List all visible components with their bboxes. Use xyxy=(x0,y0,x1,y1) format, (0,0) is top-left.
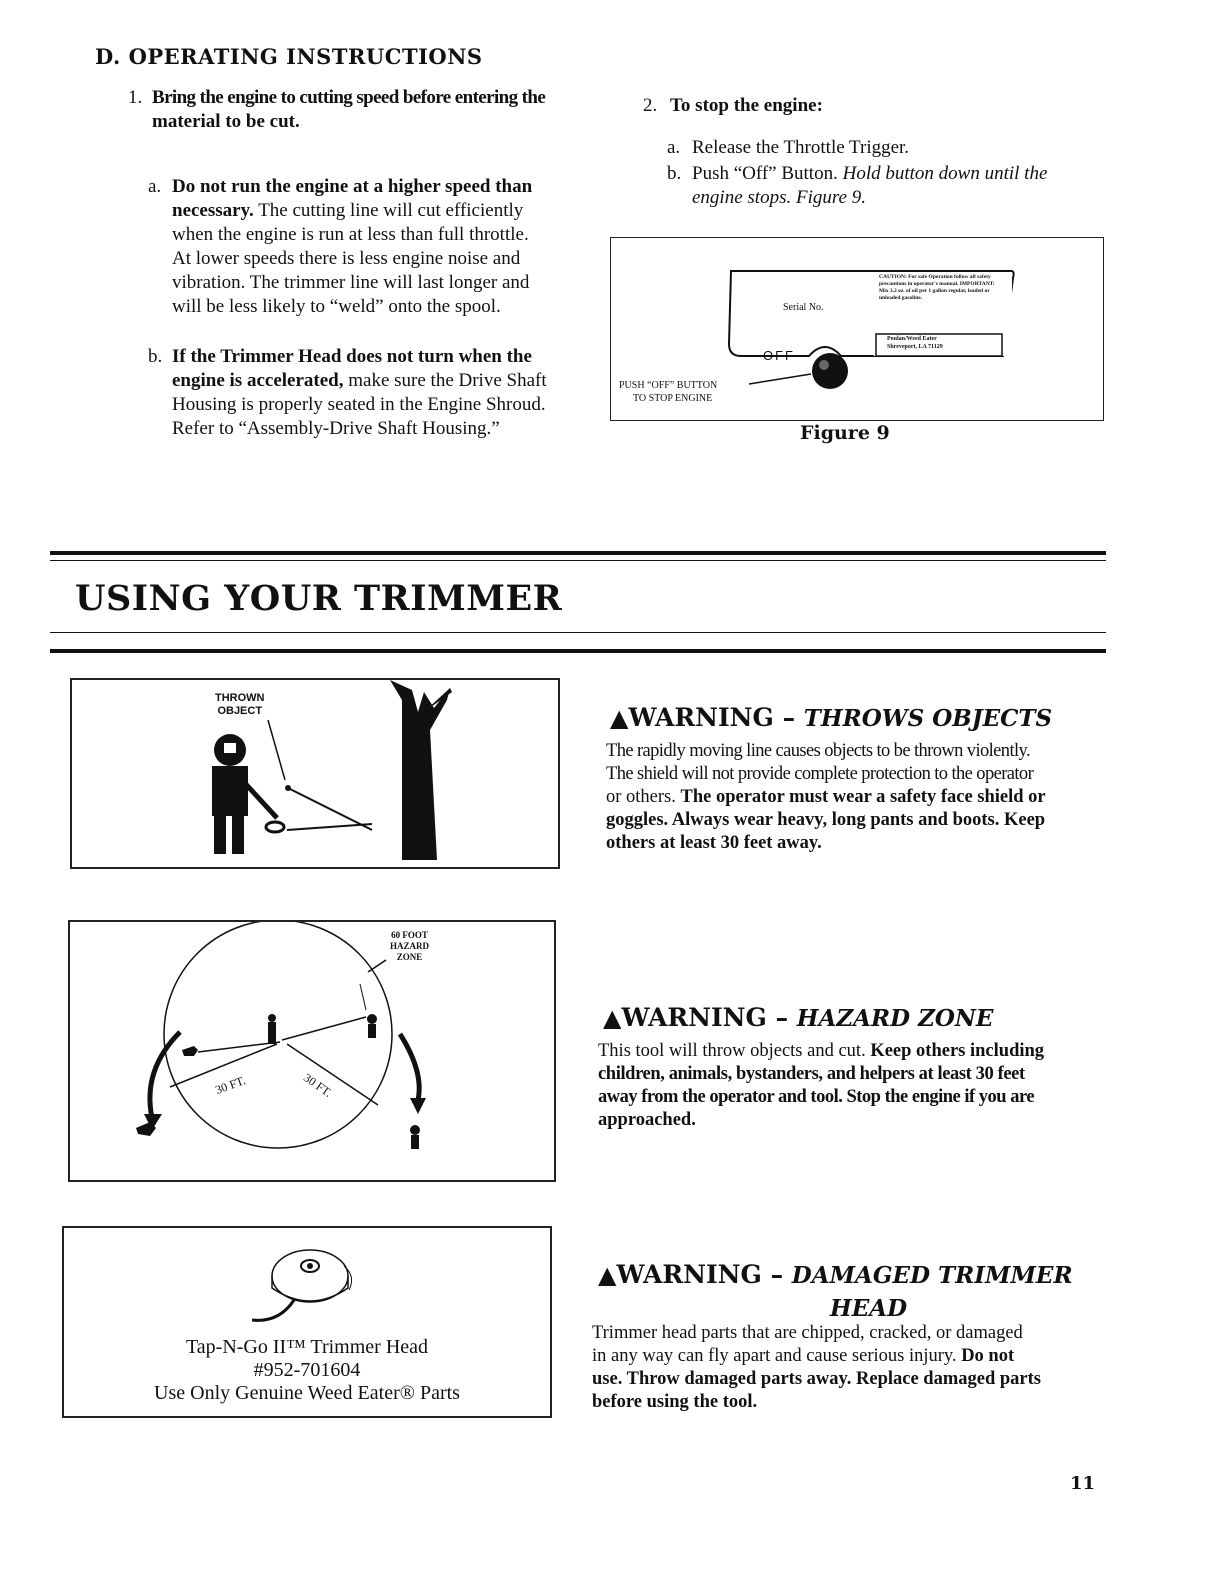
step1a-line3: when the engine is run at less than full throttle. xyxy=(172,224,529,245)
warning-triangle-icon: ▲ xyxy=(598,1260,617,1289)
thrown-object-illustration xyxy=(72,680,558,867)
section-title: D. OPERATING INSTRUCTIONS xyxy=(95,44,483,69)
figure9-caption: Figure 9 xyxy=(800,422,890,444)
off-button-icon xyxy=(812,353,848,389)
step1a-label: a. xyxy=(148,176,162,197)
step1a-line4: At lower speeds there is less engine noise and xyxy=(172,248,521,269)
distance-right-label: 30 FT. xyxy=(301,1070,335,1100)
step2b-plain: Push “Off” Button. xyxy=(692,163,838,184)
step2b-label: b. xyxy=(667,163,682,184)
warn2-line1 xyxy=(598,1040,1098,1063)
step1-number: 1. xyxy=(128,87,143,108)
step1-heading-line2: material to be cut. xyxy=(152,111,300,132)
warn2-line3: away from the operator and tool. Stop the engine if you are xyxy=(598,1087,1035,1107)
thrown-object-panel xyxy=(70,678,560,869)
warn1-dash: – xyxy=(773,703,804,732)
warn1-line3a: or others. xyxy=(606,787,681,807)
main-title: USING YOUR TRIMMER xyxy=(75,578,563,619)
serial-label: Serial No. xyxy=(783,302,824,313)
maker-line2: Shreveport, LA 71129 xyxy=(887,344,943,350)
warn1-line3 xyxy=(606,786,1106,809)
warning-triangle-icon: ▲ xyxy=(610,703,629,732)
person-icon xyxy=(367,1014,377,1024)
caution-label-text: CAUTION: For safe Operation follow all safety precautions in operator's manual. IMPORTANT: Mix 3.2 oz. of oil per 1 gallon regular, leaded or unleaded gasoline. xyxy=(879,274,995,301)
step1a-line2 xyxy=(172,199,592,223)
warn3-line2 xyxy=(592,1345,1092,1368)
push-off-label xyxy=(619,379,717,405)
push-off-line1: PUSH “OFF” BUTTON xyxy=(619,380,718,391)
hazard-circle xyxy=(164,922,392,1148)
title-rule-top xyxy=(50,551,1106,555)
figure9-box xyxy=(610,237,1104,421)
step2b-line1 xyxy=(692,162,1112,186)
step2-heading: To stop the engine: xyxy=(670,95,823,116)
warning-throws-objects-heading xyxy=(610,703,1052,732)
step1a-line6: will be less likely to “weld” onto the spool. xyxy=(172,296,501,317)
hazard-zone-illustration xyxy=(70,922,554,1180)
step1b-text xyxy=(172,345,592,441)
thrown-label-1: THROWN xyxy=(215,692,265,704)
warn3-line2b: Do not xyxy=(961,1346,1015,1366)
warn1-line5: others at least 30 feet away. xyxy=(606,833,822,853)
maker-line1: Poulan/Weed Eater xyxy=(887,336,937,342)
trimmer-head-panel xyxy=(62,1226,552,1418)
warn3-sub2: HEAD xyxy=(830,1295,908,1322)
step1a-bold2: necessary. xyxy=(172,200,254,221)
step1b-line4: Refer to “Assembly-Drive Shaft Housing.” xyxy=(172,418,500,439)
zone-label-2: HAZARD xyxy=(390,941,430,951)
warn2-sub: HAZARD ZONE xyxy=(796,1005,994,1032)
thrown-object-label xyxy=(215,692,265,718)
pointer-line xyxy=(749,374,811,384)
title-rule-top-thin xyxy=(50,560,1106,561)
step1-heading-line1: Bring the engine to cutting speed before entering the xyxy=(152,87,546,108)
warn3-word: WARNING xyxy=(616,1260,762,1289)
step2b-text xyxy=(692,162,1112,210)
warn3-line4: before using the tool. xyxy=(592,1392,758,1412)
warn2-line2: children, animals, bystanders, and helpers at least 30 feet xyxy=(598,1064,1025,1084)
right-arrow xyxy=(400,1034,419,1100)
tree-icon xyxy=(390,680,450,860)
step1b-bold2: engine is accelerated, xyxy=(172,370,344,391)
step1b-label: b. xyxy=(148,346,163,367)
step1b-line1: If the Trimmer Head does not turn when the xyxy=(172,346,532,367)
person-outside-icon xyxy=(410,1125,420,1135)
warning-damaged-head-text xyxy=(592,1322,1092,1414)
warn1-line4: goggles. Always wear heavy, long pants and boots. Keep xyxy=(606,810,1046,830)
step1b-text2: make sure the Drive Shaft xyxy=(343,370,547,391)
warn3-sub1: DAMAGED TRIMMER xyxy=(791,1262,1073,1289)
step2a-label: a. xyxy=(667,137,681,158)
trimmer-head-icon xyxy=(266,822,284,832)
warn2-line1b: Keep others including xyxy=(870,1041,1045,1061)
step1a-text xyxy=(172,175,592,319)
hazard-zone-panel xyxy=(68,920,556,1182)
dog-icon xyxy=(182,1046,198,1056)
step1a-text2: The cutting line will cut efficiently xyxy=(253,200,524,221)
step1a-line1: Do not run the engine at a higher speed than xyxy=(172,176,533,197)
warning-damaged-head-heading xyxy=(598,1260,1073,1289)
trimmer-line xyxy=(252,1300,294,1320)
warning-throws-objects-text xyxy=(606,740,1106,855)
step1b-line2 xyxy=(172,369,592,393)
warn3-line3: use. Throw damaged parts away. Replace damaged parts xyxy=(592,1369,1041,1389)
maker-label xyxy=(887,335,943,351)
warn3-line1: Trimmer head parts that are chipped, cracked, or damaged xyxy=(592,1323,1023,1343)
warn1-line2: The shield will not provide complete protection to the operator xyxy=(606,764,1034,784)
step1b-line3: Housing is properly seated in the Engine Shroud. xyxy=(172,394,546,415)
zone-label-3: ZONE xyxy=(396,952,423,962)
step1a-line5: vibration. The trimmer line will last longer and xyxy=(172,272,530,293)
warn1-word: WARNING xyxy=(628,703,774,732)
warn2-line1a: This tool will throw objects and cut. xyxy=(598,1041,871,1061)
page-number: 11 xyxy=(1070,1473,1096,1494)
off-button-highlight xyxy=(819,360,829,370)
off-label: OFF xyxy=(763,348,795,363)
trimmer-head-line3: Use Only Genuine Weed Eater® Parts xyxy=(154,1382,460,1404)
hazard-zone-label xyxy=(390,930,429,963)
step1-heading xyxy=(152,86,592,134)
trimmer-head-illustration xyxy=(64,1228,550,1338)
warn2-dash: – xyxy=(766,1003,797,1032)
label-pointer xyxy=(268,720,285,780)
trimmer-head-line2: #952-701604 xyxy=(253,1359,361,1381)
operator-icon xyxy=(268,1014,276,1022)
zone-label-1: 60 FOOT xyxy=(391,930,428,940)
step2b-line2: engine stops. Figure 9. xyxy=(692,187,866,208)
warn1-line1: The rapidly moving line causes objects to be thrown violently. xyxy=(606,741,1030,761)
warn2-word: WARNING xyxy=(621,1003,767,1032)
title-rule-bottom-thin xyxy=(50,632,1106,633)
thrown-label-2: OBJECT xyxy=(217,705,263,717)
distance-left-label: 30 FT. xyxy=(213,1073,248,1097)
push-off-line2: TO STOP ENGINE xyxy=(633,393,713,404)
warning-hazard-zone-text xyxy=(598,1040,1098,1132)
trimmer-head-line1: Tap-N-Go II™ Trimmer Head xyxy=(185,1336,429,1358)
zone-pointer xyxy=(368,960,386,972)
thrown-object-icon xyxy=(285,785,291,791)
throw-path-line xyxy=(288,788,372,830)
warn3-dash: – xyxy=(761,1260,792,1289)
warning-hazard-zone-heading xyxy=(603,1003,993,1032)
warn1-sub: THROWS OBJECTS xyxy=(803,705,1053,732)
warn2-line4: approached. xyxy=(598,1110,696,1130)
step2a-text: Release the Throttle Trigger. xyxy=(692,137,910,158)
title-rule-bottom xyxy=(50,649,1106,653)
step2-number: 2. xyxy=(643,95,658,116)
operator-body-icon xyxy=(212,766,248,816)
trimmer-head-caption xyxy=(64,1336,550,1405)
step2b-italic1: Hold button down until the xyxy=(837,163,1048,184)
warn1-line3b: The operator must wear a safety face shield or xyxy=(680,787,1046,807)
warn3-line2a: in any way can fly apart and cause serious injury. xyxy=(592,1346,962,1366)
warning-damaged-head-heading-2 xyxy=(830,1293,907,1322)
warning-triangle-icon: ▲ xyxy=(603,1003,622,1032)
